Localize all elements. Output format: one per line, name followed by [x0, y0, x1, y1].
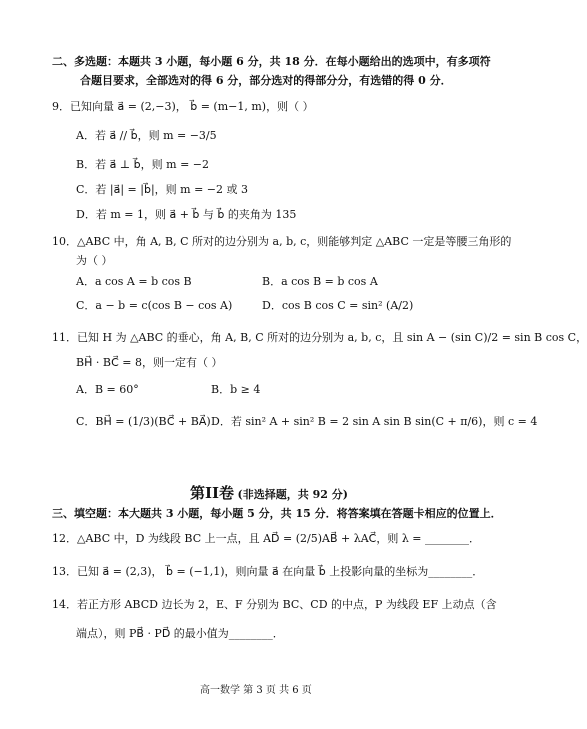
fill-q12: 12．△ABC 中，D 为线段 BC 上一点，且 AD⃗ = (2/5)AB⃗ + λAC⃗，则 λ = ________． — [52, 532, 480, 545]
q11-option-d: D．若 sin² A + sin² B = 2 sin A sin B sin(C + π/6)，则 c = 4 — [211, 415, 538, 428]
q11-stem-cont: BH⃗ · BC⃗ = 8，则一定有（ ） — [76, 356, 223, 369]
fill-q14-line2: 端点），则 PB⃗ · PD⃗ 的最小值为________． — [76, 627, 284, 640]
q9-option-b: B．若 a⃗ ⊥ b⃗，则 m = −2 — [76, 158, 209, 171]
part2-title-group — [190, 484, 348, 504]
part2-title: 第II卷 — [190, 484, 235, 502]
fill-q14-line1: 14．若正方形 ABCD 边长为 2，E、F 分别为 BC、CD 的中点，P 为线段 EF 上动点（含 — [52, 598, 497, 611]
q11-stem: 11．已知 H 为 △ABC 的垂心，角 A, B, C 所对的边分别为 a, b, c，且 sin A − (sin C)/2 = sin B cos C， — [52, 331, 587, 344]
q9-option-d: D．若 m = 1，则 a⃗ + b⃗ 与 b⃗ 的夹角为 135 — [76, 208, 297, 221]
section2-heading-line1: 二、多选题：本题共 3 小题，每小题 6 分，共 18 分．在每小题给出的选项中，有多项符 — [52, 55, 491, 68]
q10-option-d: D．cos B cos C = sin² (A/2) — [262, 299, 414, 312]
q11-option-c: C．BH⃗ = (1/3)(BC⃗ + BA⃗) — [76, 415, 211, 428]
q10-option-a: A．a cos A = b cos B — [76, 275, 192, 288]
q11-option-b: B．b ≥ 4 — [211, 383, 261, 396]
part2-note: (非选择题，共 92 分) — [237, 488, 348, 501]
q10-option-c: C．a − b = c(cos B − cos A) — [76, 299, 233, 312]
q9-option-c: C．若 |a⃗| = |b⃗|，则 m = −2 或 3 — [76, 183, 249, 196]
q9-stem: 9．已知向量 a⃗ = (2,−3)， b⃗ = (m−1, m)，则（ ） — [52, 100, 314, 113]
section3-heading: 三、填空题：本大题共 3 小题，每小题 5 分，共 15 分．将答案填在答题卡相应的位置上． — [52, 507, 502, 520]
q10-stem-cont: 为（ ） — [76, 254, 113, 267]
page-footer: 高一数学 第 3 页 共 6 页 — [200, 685, 312, 696]
section2-heading-line2: 合题目要求，全部选对的得 6 分，部分选对的得部分分，有选错的得 0 分． — [80, 74, 452, 87]
q10-stem: 10．△ABC 中，角 A, B, C 所对的边分别为 a, b, c，则能够判定 △ABC 一定是等腰三角形的 — [52, 235, 512, 248]
fill-q13: 13．已知 a⃗ = (2,3)， b⃗ = (−1,1)，则向量 a⃗ 在向量 b⃗ 上投影向量的坐标为________． — [52, 565, 484, 578]
q11-option-a: A．B = 60° — [76, 383, 139, 396]
q9-option-a: A．若 a⃗ // b⃗，则 m = −3/5 — [76, 129, 217, 142]
q10-option-b: B．a cos B = b cos A — [262, 275, 378, 288]
